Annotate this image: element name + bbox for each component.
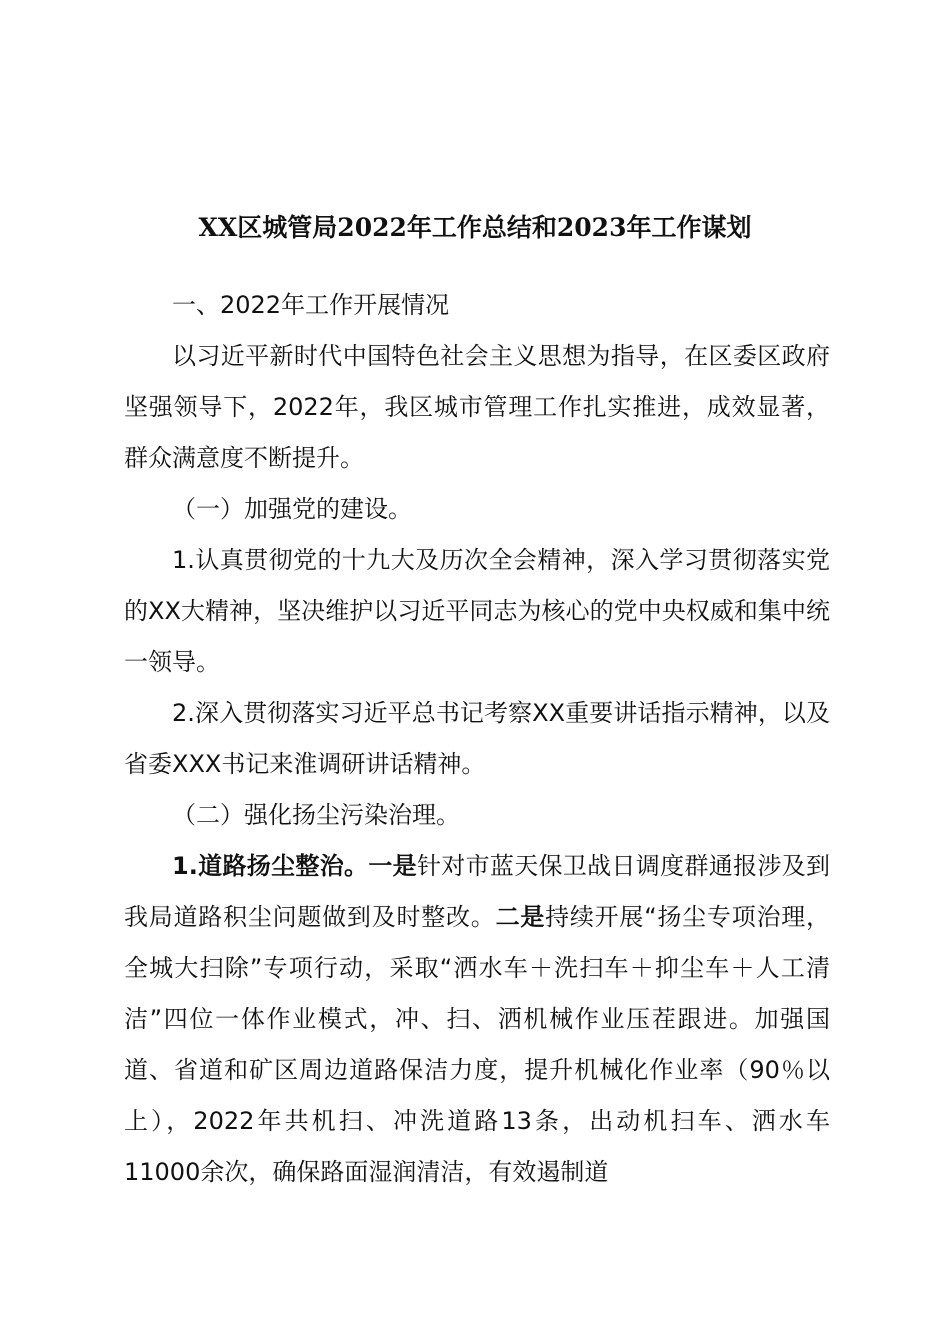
subsection-heading-dust-control: （二）强化扬尘污染治理。: [172, 801, 460, 829]
second-label: 二是: [495, 903, 546, 931]
first-text: 针对市蓝天保卫战日调度群通报涉及到我局道路积尘问题做到及时整改。: [124, 852, 831, 931]
road-dust-paragraph: [124, 841, 830, 1198]
first-label: 一是: [368, 852, 417, 880]
party-building-item-2: 2.深入贯彻落实习近平总书记考察XX重要讲话指示精神，以及省委XXX书记来淮调研讲话精神。: [124, 699, 830, 778]
document-title: XX区城管局2022年工作总结和2023年工作谋划: [198, 213, 752, 242]
road-dust-lead: 1.道路扬尘整治。: [172, 852, 369, 880]
second-text: 持续开展“扬尘专项治理，全城大扫除”专项行动，采取“洒水车＋洗扫车＋抑尘车＋人工清洁”四位一体作业模式，冲、扫、洒机械作业压茬跟进。加强国道、省道和矿区周边道路保洁力度，提升机械化作业率（90％以上），2022年共机扫、冲洗道路13条，出动机扫车、洒水车11000余次，确保路面湿润清洁，有效遏制道: [124, 903, 831, 1186]
section-heading-2022-work: 一、2022年工作开展情况: [172, 291, 450, 319]
subsection-heading-party-building: （一）加强党的建设。: [172, 495, 412, 523]
intro-paragraph: 以习近平新时代中国特色社会主义思想为指导，在区委区政府坚强领导下，2022年，我区城市管理工作扎实推进，成效显著，群众满意度不断提升。: [124, 342, 830, 472]
party-building-item-1: 1.认真贯彻党的十九大及历次全会精神，深入学习贯彻落实党的XX大精神，坚决维护以习近平同志为核心的党中央权威和集中统一领导。: [124, 546, 830, 676]
document-body: [124, 280, 830, 1198]
